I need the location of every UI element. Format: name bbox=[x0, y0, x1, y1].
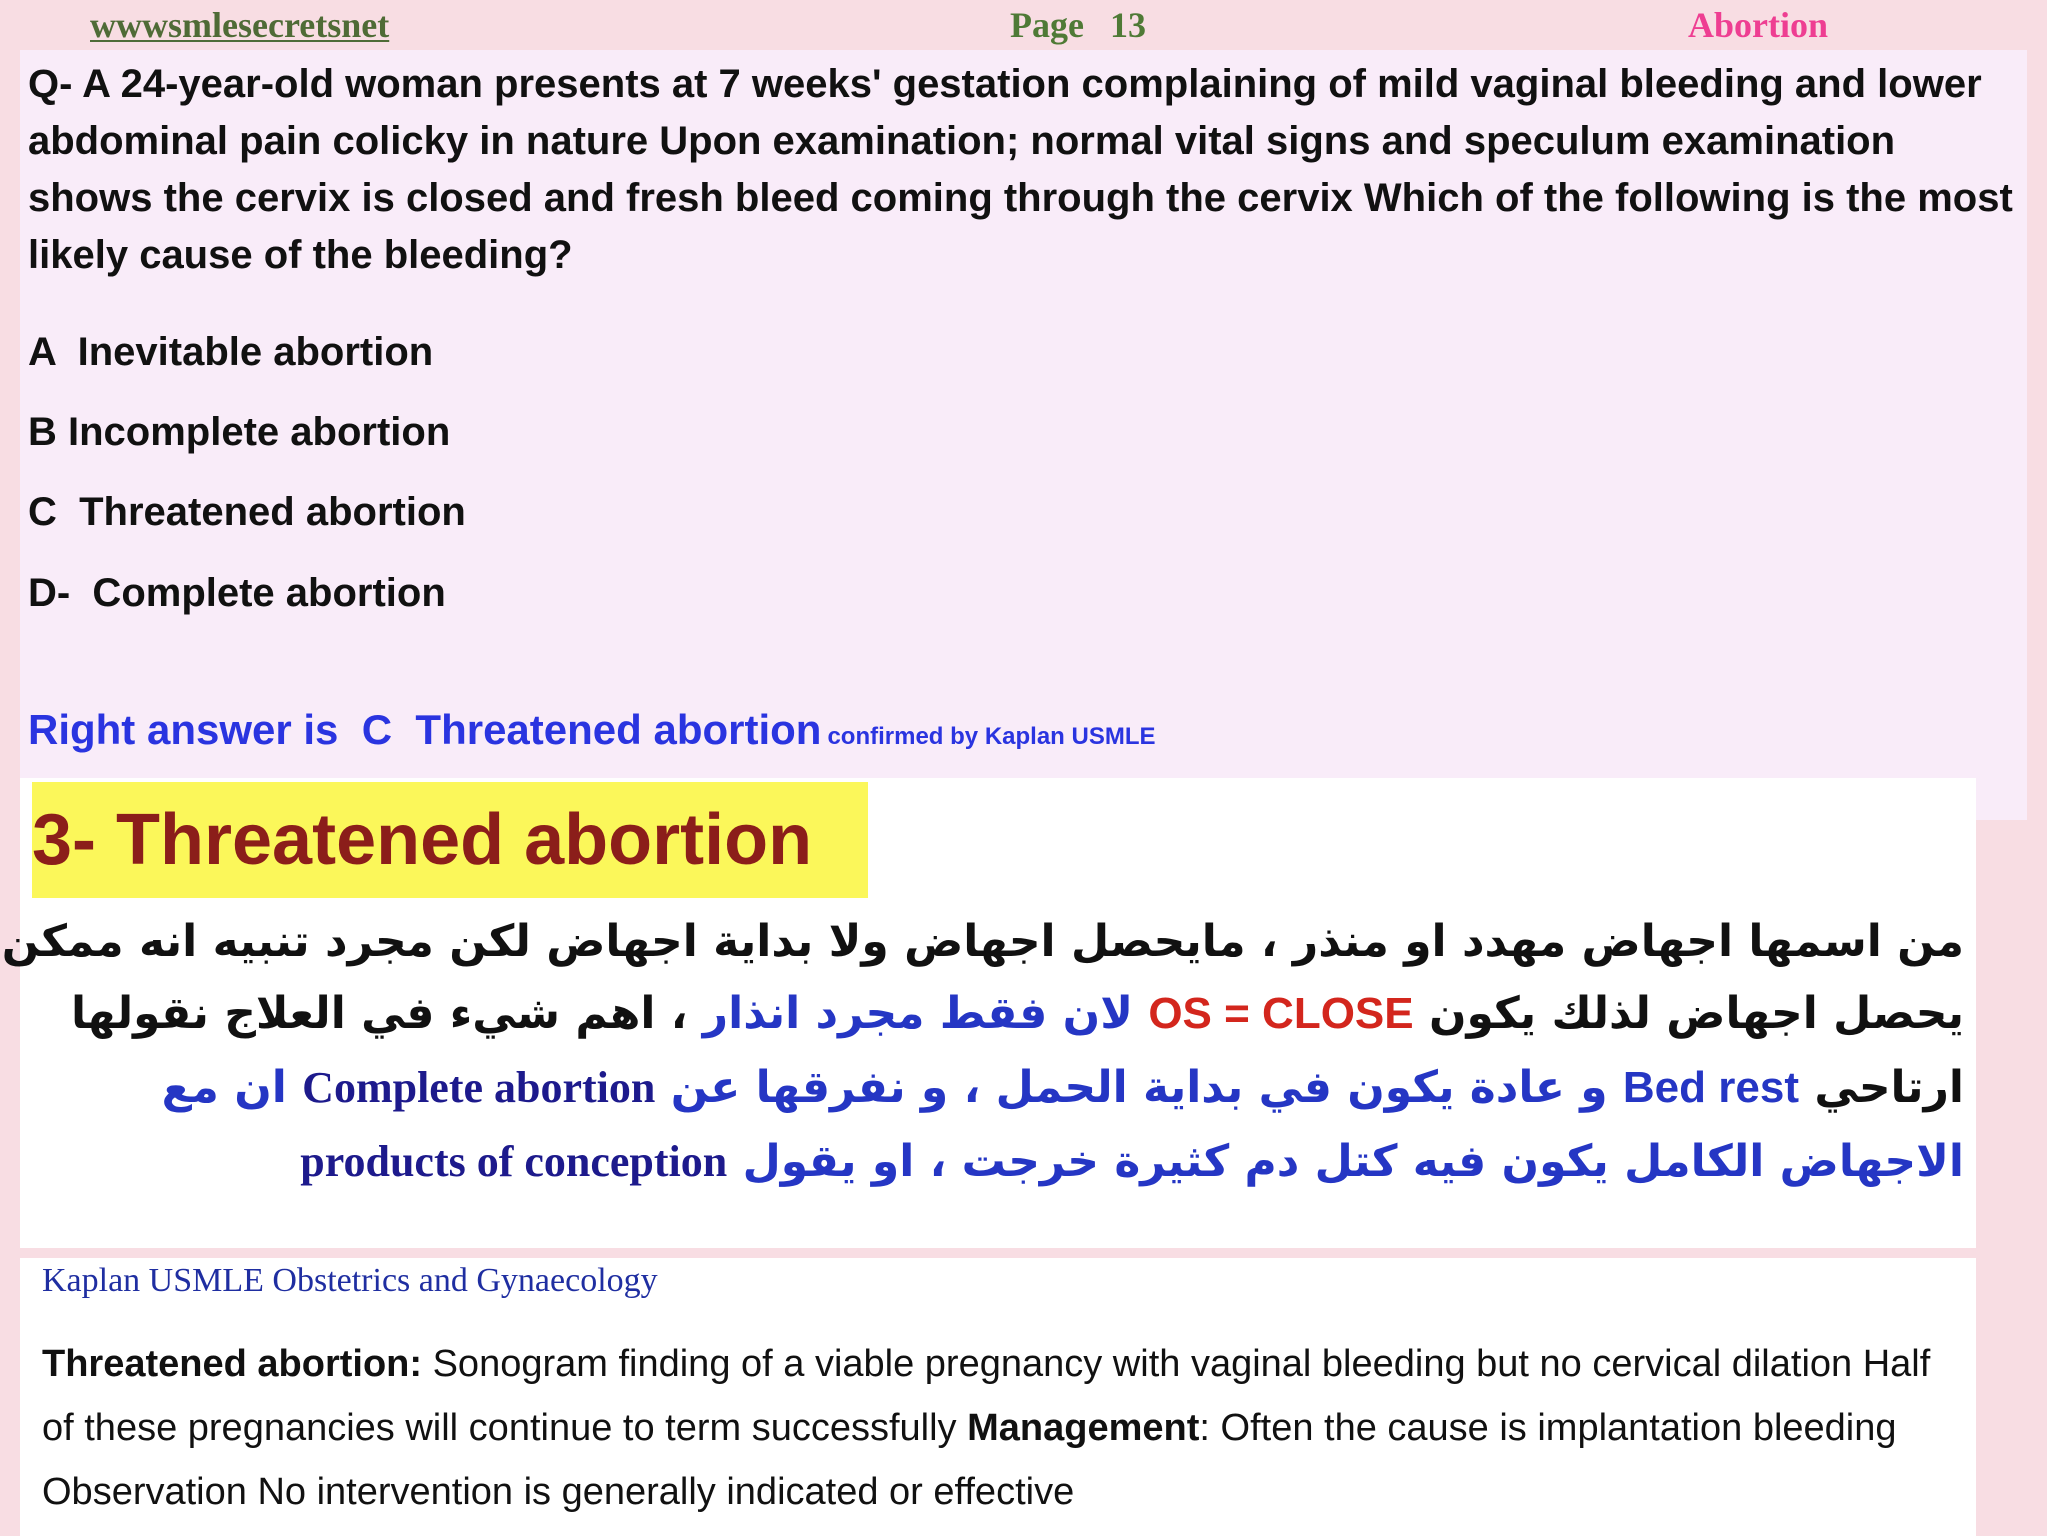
warning-note: لان فقط مجرد انذار bbox=[702, 988, 1133, 1039]
option-c[interactable]: C Threatened abortion bbox=[28, 490, 466, 534]
page-header bbox=[0, 0, 2047, 50]
kaplan-citation: Kaplan USMLE Obstetrics and Gynaecology bbox=[42, 1262, 658, 1299]
explanation-box bbox=[1, 778, 1976, 1248]
kaplan-text-2: : Often the cause is implantation bleeding Observation No intervention is generally indicated or effective bbox=[42, 1407, 1897, 1513]
site-link[interactable]: wwwsmlesecretsnet bbox=[90, 5, 390, 45]
answer-source: confirmed by Kaplan USMLE bbox=[827, 723, 1156, 750]
question-box bbox=[20, 50, 2027, 820]
kaplan-text bbox=[42, 1332, 1972, 1524]
page-indicator bbox=[1010, 4, 1146, 46]
page-label: Page bbox=[1010, 5, 1084, 45]
answer-line bbox=[28, 706, 1156, 754]
arabic-line-3 bbox=[44, 1062, 1964, 1113]
bed-rest-label: Bed rest bbox=[1622, 1063, 1799, 1112]
arabic-line-4 bbox=[44, 1136, 1964, 1187]
answer-text: Right answer is C Threatened abortion bbox=[28, 706, 822, 753]
kaplan-text-1: Sonogram finding of a viable pregnancy with vaginal bleeding but no cervical dilation Half of these pregnancies will continue to term successfully bbox=[42, 1343, 1931, 1449]
option-d[interactable]: D- Complete abortion bbox=[28, 571, 446, 615]
option-a[interactable]: A Inevitable abortion bbox=[28, 330, 434, 374]
management-label: Management bbox=[967, 1407, 1200, 1449]
arabic-line-2-a: يحصل اجهاض لذلك يكون bbox=[1428, 988, 1964, 1039]
kaplan-box bbox=[20, 1258, 1976, 1536]
topic-title: Abortion bbox=[1688, 5, 1829, 45]
arabic-line-2 bbox=[44, 988, 1964, 1039]
question-text: Q- A 24-year-old woman presents at 7 weeks' gestation complaining of mild vaginal bleeding and lower abdominal pain colicky in nature Upon examination; normal vital signs and speculum examination shows the cervix is closed and fresh bleed coming through the cervix Which of the following is the most likely cause of the bleeding? bbox=[28, 62, 2013, 277]
kaplan-term: Threatened abortion: bbox=[42, 1343, 423, 1385]
explanation-title: 3- Threatened abortion bbox=[32, 782, 868, 898]
arabic-line-3-c: و عادة يكون في بداية الحمل ، و نفرقها عن bbox=[670, 1062, 1608, 1113]
products-of-conception-label: products of conception bbox=[300, 1137, 728, 1186]
complete-abortion-label: Complete abortion bbox=[302, 1063, 656, 1112]
arabic-line-4-a: الاجهاض الكامل يكون فيه كتل دم كثيرة خرجت ، او يقول bbox=[742, 1136, 1964, 1187]
arabic-line-1: من اسمها اجهاض مهدد او منذر ، مايحصل اجهاض ولا بداية اجهاض لكن مجرد تنبيه انه ممكن bbox=[1, 916, 1964, 967]
arabic-line-2-d: ، اهم شيء في العلاج نقولها bbox=[71, 988, 688, 1039]
page-number: 13 bbox=[1109, 5, 1146, 45]
arabic-line-3-e: ان مع bbox=[161, 1062, 287, 1113]
os-close-label: OS = CLOSE bbox=[1148, 989, 1414, 1038]
option-b[interactable]: B Incomplete abortion bbox=[28, 410, 451, 454]
arabic-line-3-a: ارتاحي bbox=[1814, 1062, 1964, 1113]
